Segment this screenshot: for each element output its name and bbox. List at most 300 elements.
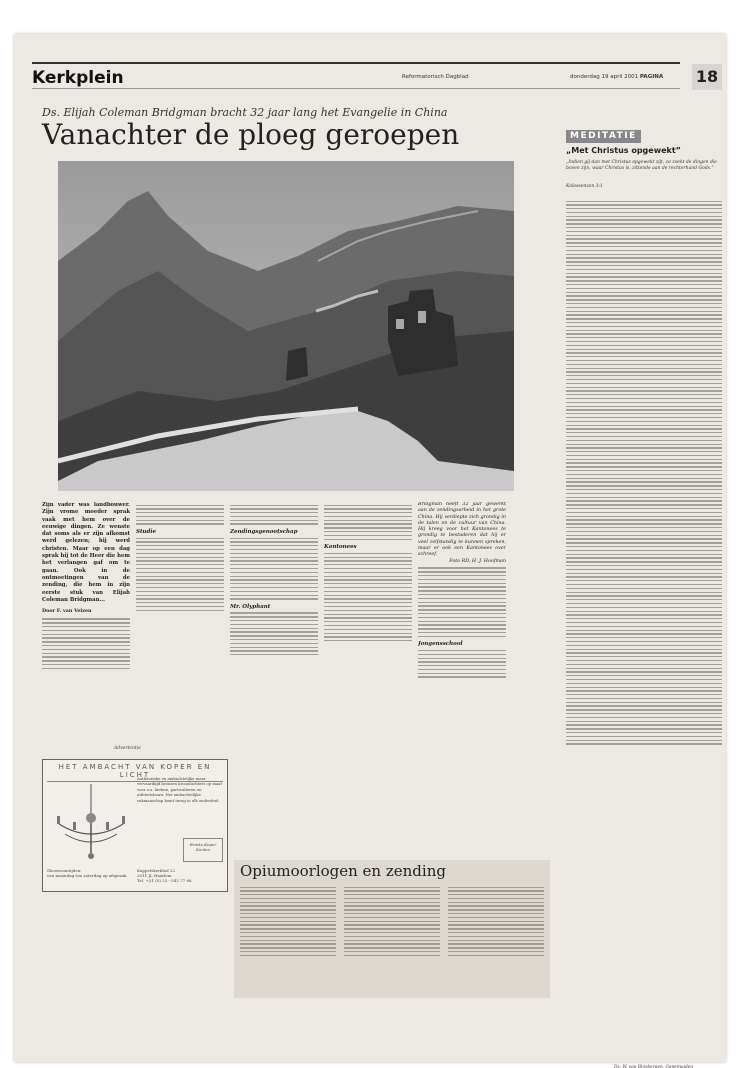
text-line	[566, 288, 722, 289]
text-line	[566, 512, 722, 513]
text-line	[324, 560, 412, 561]
text-line	[240, 928, 336, 929]
text-line	[566, 341, 722, 342]
text-line	[230, 639, 318, 640]
text-line	[230, 654, 318, 655]
text-line	[566, 489, 722, 490]
text-line	[324, 587, 412, 588]
text-line	[324, 629, 412, 630]
text-line	[136, 572, 224, 573]
text-line	[324, 625, 412, 626]
text-line	[136, 598, 224, 599]
text-line	[240, 951, 336, 952]
text-line	[324, 572, 412, 573]
text-line	[566, 292, 722, 293]
text-line	[566, 561, 722, 562]
subhead-zendingsgenootschap: Zendingsgenootschap	[230, 528, 298, 535]
text-line	[566, 550, 722, 551]
text-line	[418, 579, 506, 580]
text-line	[240, 940, 336, 941]
text-line	[566, 652, 722, 653]
text-line	[344, 924, 440, 925]
text-line	[344, 913, 440, 914]
text-line	[566, 333, 722, 334]
text-line	[240, 947, 336, 948]
text-line	[566, 231, 722, 232]
text-line	[566, 481, 722, 482]
text-line	[566, 246, 722, 247]
text-line	[324, 505, 412, 506]
text-line	[324, 568, 412, 569]
text-line	[566, 611, 722, 612]
text-line	[42, 660, 130, 661]
text-line	[418, 654, 506, 655]
section-title: Kerkplein	[32, 68, 124, 88]
text-line	[566, 295, 722, 296]
text-line	[566, 732, 722, 733]
text-line	[566, 622, 722, 623]
text-line	[230, 643, 318, 644]
text-line	[448, 905, 544, 906]
text-line	[136, 512, 224, 513]
photo-credit: Foto RD, H. J. Hoofman	[449, 558, 506, 564]
text-line	[566, 219, 722, 220]
text-line	[448, 951, 544, 952]
text-line	[566, 580, 722, 581]
text-line	[136, 553, 224, 554]
text-line	[418, 628, 506, 629]
text-line	[566, 717, 722, 718]
text-line	[566, 614, 722, 615]
article-column-3	[230, 502, 318, 852]
text-line	[42, 618, 130, 619]
text-line	[418, 613, 506, 614]
text-line	[566, 311, 722, 312]
text-line	[324, 617, 412, 618]
text-line	[344, 894, 440, 895]
page-header	[32, 62, 720, 90]
text-line	[230, 545, 318, 546]
text-line	[566, 645, 722, 646]
text-line	[566, 425, 722, 426]
text-line	[566, 447, 722, 448]
text-line	[324, 576, 412, 577]
text-line	[230, 523, 318, 524]
text-line	[566, 345, 722, 346]
text-line	[566, 375, 722, 376]
article-byline: Door F. van Velzen	[42, 608, 92, 615]
chandelier-icon	[51, 784, 131, 862]
text-line	[566, 721, 722, 722]
text-line	[566, 402, 722, 403]
text-line	[324, 512, 412, 513]
great-wall-photo	[58, 161, 514, 491]
text-line	[566, 698, 722, 699]
text-line	[566, 360, 722, 361]
text-line	[324, 508, 412, 509]
text-line	[566, 284, 722, 285]
text-line	[418, 650, 506, 651]
text-line	[324, 564, 412, 565]
text-line	[566, 394, 722, 395]
text-line	[230, 557, 318, 558]
text-line	[230, 508, 318, 509]
text-line	[230, 549, 318, 550]
text-line	[566, 535, 722, 536]
text-line	[566, 254, 722, 255]
text-line	[566, 618, 722, 619]
text-line	[566, 455, 722, 456]
text-line	[42, 622, 130, 623]
text-line	[136, 591, 224, 592]
text-line	[566, 368, 722, 369]
text-line	[448, 921, 544, 922]
text-line	[566, 462, 722, 463]
text-line	[136, 564, 224, 565]
text-line	[136, 579, 224, 580]
text-line	[136, 583, 224, 584]
meditation-reference: Kolossenzen 3:1	[566, 184, 603, 189]
text-line	[230, 624, 318, 625]
text-line	[566, 390, 722, 391]
text-line	[136, 595, 224, 596]
text-line	[230, 579, 318, 580]
text-line	[566, 519, 722, 520]
opium-column-3	[448, 884, 544, 994]
text-line	[566, 398, 722, 399]
text-line	[566, 436, 722, 437]
text-line	[324, 579, 412, 580]
text-line	[566, 569, 722, 570]
text-line	[566, 493, 722, 494]
text-line	[230, 647, 318, 648]
text-line	[344, 932, 440, 933]
text-line	[566, 474, 722, 475]
text-line	[344, 890, 440, 891]
text-line	[230, 568, 318, 569]
text-line	[324, 516, 412, 517]
text-line	[136, 523, 224, 524]
text-line	[240, 932, 336, 933]
text-line	[566, 660, 722, 661]
text-line	[448, 947, 544, 948]
ad-showroom-label: Showroomtijden:	[47, 868, 82, 873]
text-line	[566, 603, 722, 604]
text-line	[240, 921, 336, 922]
text-line	[230, 516, 318, 517]
text-line	[136, 602, 224, 603]
text-line	[448, 943, 544, 944]
text-line	[566, 554, 722, 555]
text-line	[230, 512, 318, 513]
text-line	[566, 683, 722, 684]
text-line	[566, 690, 722, 691]
text-line	[566, 466, 722, 467]
text-line	[230, 631, 318, 632]
text-line	[418, 594, 506, 595]
text-line	[42, 637, 130, 638]
text-line	[566, 626, 722, 627]
text-line	[448, 887, 544, 888]
text-line	[566, 307, 722, 308]
text-line	[240, 913, 336, 914]
text-line	[240, 890, 336, 891]
text-line	[566, 326, 722, 327]
text-line	[448, 909, 544, 910]
text-line	[566, 687, 722, 688]
meditation-label: MEDITATIE	[566, 130, 641, 143]
text-line	[566, 675, 722, 676]
ad-address	[137, 868, 192, 883]
text-line	[566, 212, 722, 213]
subhead-kantonees: Kantonees	[324, 543, 357, 550]
text-line	[344, 943, 440, 944]
advertisement[interactable]	[42, 759, 228, 892]
text-line	[344, 921, 440, 922]
text-line	[566, 459, 722, 460]
text-line	[324, 640, 412, 641]
text-line	[240, 909, 336, 910]
text-line	[448, 898, 544, 899]
opium-column-2	[344, 884, 440, 994]
text-line	[566, 740, 722, 741]
text-line	[566, 299, 722, 300]
issue-date	[570, 74, 663, 80]
text-line	[344, 936, 440, 937]
text-line	[240, 894, 336, 895]
text-line	[136, 557, 224, 558]
text-line	[230, 576, 318, 577]
ad-logo: Brinks Koper Koolen	[183, 838, 223, 862]
article-column-4	[324, 502, 412, 852]
text-line	[566, 724, 722, 725]
text-line	[566, 432, 722, 433]
text-line	[136, 538, 224, 539]
advertisement-label: Advertentie	[114, 746, 141, 751]
text-line	[344, 898, 440, 899]
text-line	[448, 936, 544, 937]
text-line	[240, 936, 336, 937]
photo-caption: Bridgman heeft 32 jaar gewerkt aan de zendingsarbeid in het grote China. Hij verdiepte zich grondig in de talen en de cultuur van China. Hij kreeg voor het Kantonees te grondig te bestuderen dat hij er veel zelfstandig te kunnen spreken, maar er ook een Kantonees over schreef.	[418, 502, 506, 558]
text-line	[566, 565, 722, 566]
text-line	[136, 545, 224, 546]
text-line	[418, 665, 506, 666]
text-line	[566, 276, 722, 277]
article-column-2	[136, 502, 224, 742]
text-line	[418, 673, 506, 674]
text-line	[566, 516, 722, 517]
text-line	[230, 572, 318, 573]
text-line	[418, 586, 506, 587]
text-line	[230, 628, 318, 629]
subhead-olyphant: Mr. Olyphant	[230, 603, 271, 610]
text-line	[418, 605, 506, 606]
text-line	[230, 591, 318, 592]
text-line	[448, 932, 544, 933]
ad-text: Authentieke en ambachtelijke maar vervaardigd bronzen kroonluchters op maat voor o.a. kerken, particulieren en utiliteitsbouw. Het ambachtelijke vakmanschap komt terug in elk onderdeel.	[137, 776, 222, 803]
text-line	[344, 947, 440, 948]
meditation-body	[566, 198, 722, 1060]
text-line	[566, 470, 722, 471]
text-line	[566, 630, 722, 631]
text-line	[566, 743, 722, 744]
text-line	[324, 606, 412, 607]
subhead-jongensschool: Jongensschool	[418, 641, 463, 648]
page-number: 18	[692, 64, 722, 90]
text-line	[230, 616, 318, 617]
opium-sidebar-box	[234, 860, 550, 998]
text-line	[324, 602, 412, 603]
text-line	[566, 500, 722, 501]
text-line	[230, 620, 318, 621]
text-line	[240, 902, 336, 903]
text-line	[230, 520, 318, 521]
article-headline: Vanachter de ploeg geroepen	[42, 118, 460, 151]
text-line	[566, 595, 722, 596]
text-line	[136, 568, 224, 569]
text-line	[324, 527, 412, 528]
text-line	[42, 634, 130, 635]
ad-title: HET AMBACHT VAN KOPER EN LICHT	[47, 763, 223, 782]
text-line	[136, 541, 224, 542]
text-line	[230, 635, 318, 636]
text-line	[566, 352, 722, 353]
text-line	[136, 520, 224, 521]
text-line	[566, 584, 722, 585]
text-line	[566, 371, 722, 372]
text-line	[344, 951, 440, 952]
text-line	[566, 250, 722, 251]
text-line	[566, 656, 722, 657]
text-line	[324, 553, 412, 554]
text-line	[418, 583, 506, 584]
ad-street: Kappelskerkhof 22	[137, 868, 176, 873]
text-line	[566, 546, 722, 547]
text-line	[566, 318, 722, 319]
text-line	[230, 598, 318, 599]
ad-showroom	[47, 868, 126, 878]
text-line	[136, 560, 224, 561]
text-line	[324, 523, 412, 524]
text-line	[324, 595, 412, 596]
text-line	[566, 508, 722, 509]
text-line	[324, 535, 412, 536]
text-line	[42, 645, 130, 646]
text-line	[418, 661, 506, 662]
text-line	[418, 617, 506, 618]
text-line	[418, 575, 506, 576]
text-line	[566, 497, 722, 498]
text-line	[566, 531, 722, 532]
text-line	[566, 409, 722, 410]
text-line	[566, 337, 722, 338]
text-line	[418, 609, 506, 610]
text-line	[566, 592, 722, 593]
text-line	[230, 505, 318, 506]
text-line	[566, 557, 722, 558]
text-line	[344, 909, 440, 910]
text-line	[344, 955, 440, 956]
header-bottom-rule	[32, 88, 680, 89]
text-line	[566, 542, 722, 543]
text-line	[566, 227, 722, 228]
text-line	[136, 606, 224, 607]
text-line	[230, 541, 318, 542]
text-line	[42, 664, 130, 665]
text-line	[566, 223, 722, 224]
text-line	[418, 567, 506, 568]
text-line	[418, 598, 506, 599]
text-line	[240, 905, 336, 906]
text-line	[42, 656, 130, 657]
text-line	[418, 590, 506, 591]
text-line	[566, 607, 722, 608]
text-line	[344, 928, 440, 929]
text-line	[324, 633, 412, 634]
ad-city: 2011 JL Haarlem	[137, 873, 172, 878]
text-line	[448, 890, 544, 891]
page-label: PAGINA	[639, 74, 664, 80]
text-line	[136, 508, 224, 509]
text-line	[42, 668, 130, 669]
text-line	[136, 549, 224, 550]
text-line	[566, 523, 722, 524]
text-line	[566, 314, 722, 315]
text-line	[42, 626, 130, 627]
meditation-author: Ds. W. van Binsbergen, Genemuiden	[614, 1065, 694, 1068]
text-line	[136, 505, 224, 506]
text-line	[230, 538, 318, 539]
text-line	[418, 636, 506, 637]
text-line	[240, 887, 336, 888]
text-line	[566, 413, 722, 414]
text-line	[566, 406, 722, 407]
text-line	[324, 636, 412, 637]
header-rule	[32, 62, 680, 64]
text-line	[566, 709, 722, 710]
text-line	[324, 520, 412, 521]
text-line	[230, 583, 318, 584]
text-line	[240, 898, 336, 899]
text-line	[230, 595, 318, 596]
text-line	[566, 242, 722, 243]
text-line	[240, 924, 336, 925]
text-line	[566, 280, 722, 281]
text-line	[566, 257, 722, 258]
ad-phone: Tel. +31 (0) 23 - 542 77 66	[137, 878, 192, 883]
text-line	[42, 653, 130, 654]
text-line	[136, 610, 224, 611]
text-line	[566, 265, 722, 266]
text-line	[566, 485, 722, 486]
text-line	[566, 664, 722, 665]
text-line	[566, 273, 722, 274]
opium-box-title: Opiumoorlogen en zending	[240, 862, 446, 880]
meditation-quote: „Indien gij dan met Christus opgewekt zijt, zo zoekt de dingen die boven zijn, waar Christus is, zittende aan de rechterhand Gods.”	[566, 160, 717, 172]
text-line	[240, 943, 336, 944]
text-line	[448, 928, 544, 929]
text-line	[324, 621, 412, 622]
text-line	[566, 303, 722, 304]
text-line	[566, 637, 722, 638]
text-line	[324, 614, 412, 615]
meditation-title: „Met Christus opgewekt”	[566, 146, 681, 155]
text-line	[418, 621, 506, 622]
text-line	[230, 564, 318, 565]
text-line	[230, 650, 318, 651]
text-line	[344, 917, 440, 918]
text-line	[344, 905, 440, 906]
